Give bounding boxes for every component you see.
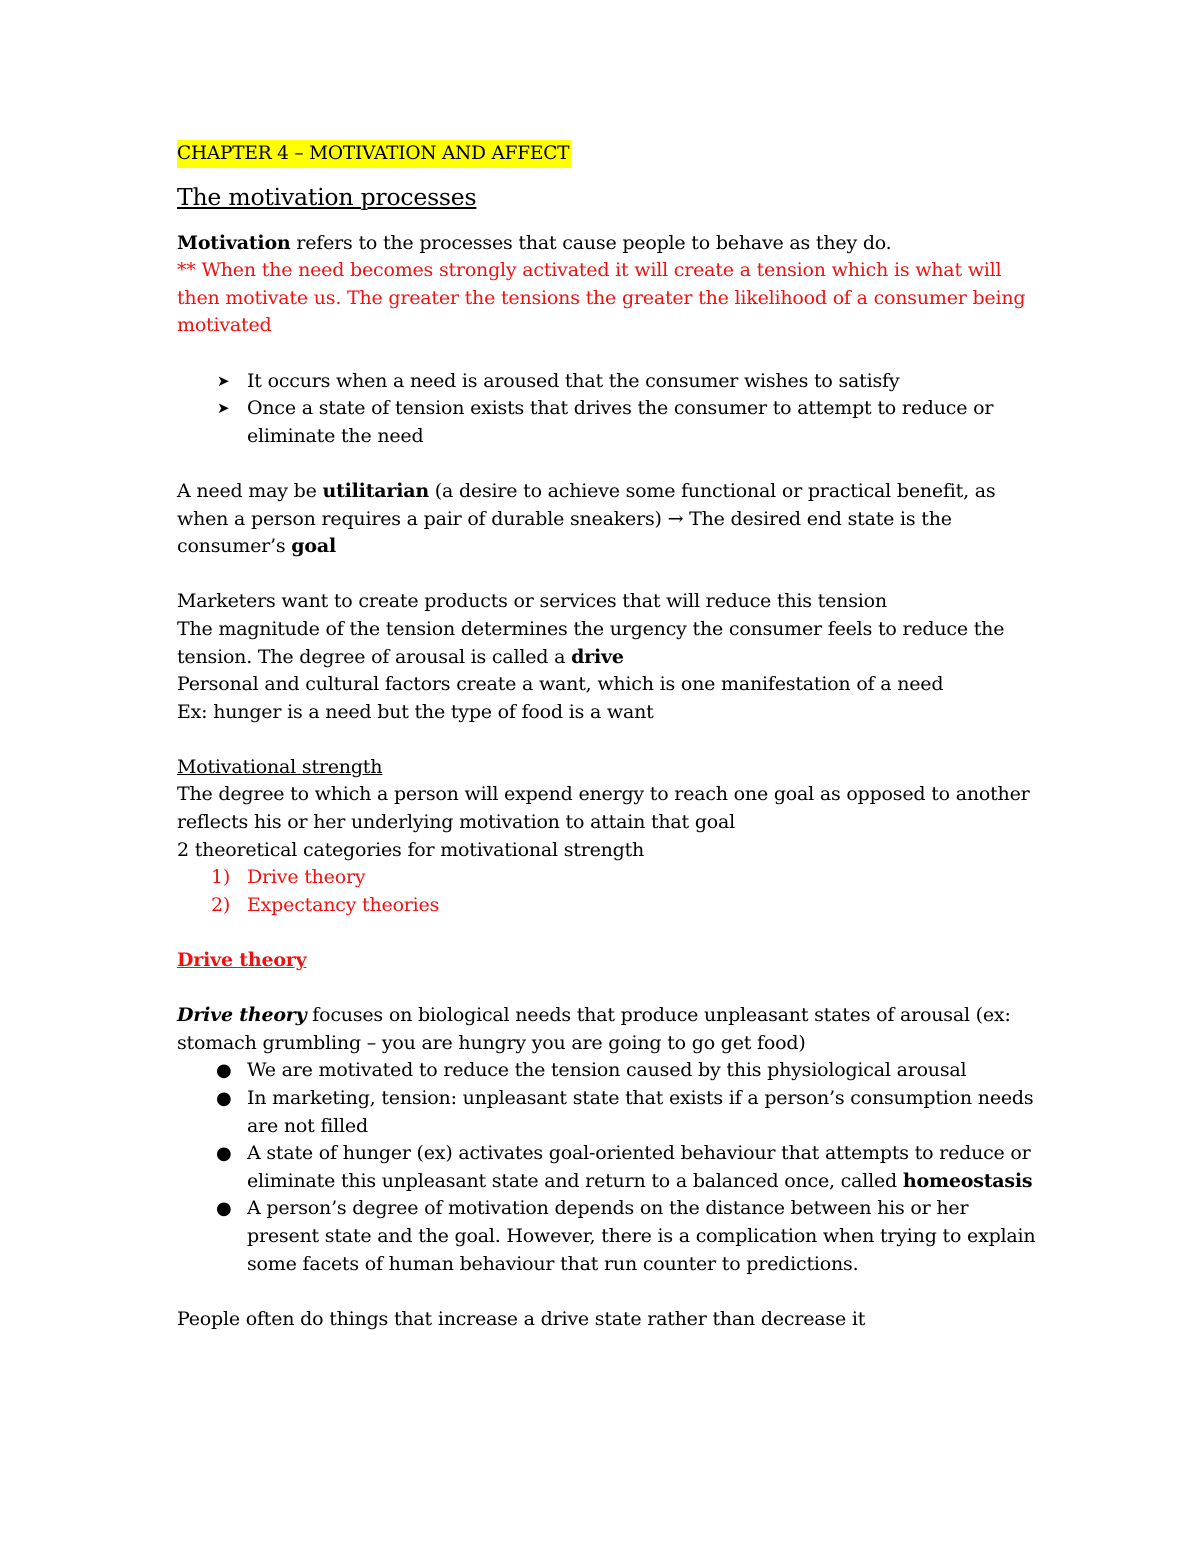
need-paragraph — [177, 478, 1037, 561]
bullet-icon: ● — [216, 1060, 232, 1082]
list-item-text: Once a state of tension exists that drives the consumer to attempt to reduce or eliminate the need — [247, 397, 994, 447]
list-item — [177, 864, 1037, 892]
motivational-strength-heading: Motivational strength — [177, 755, 383, 778]
motivational-strength-text: The degree to which a person will expend energy to reach one goal as opposed to another reflects his or her underlying motivation to attain that goal — [177, 783, 1030, 834]
document-page — [177, 140, 1037, 1333]
chapter-title: CHAPTER 4 – MOTIVATION AND AFFECT — [177, 140, 571, 168]
drive-theory-intro — [177, 1002, 1037, 1057]
bullet-icon: ● — [216, 1198, 232, 1220]
list-number: 2) — [211, 893, 231, 916]
bullet-icon: ● — [216, 1143, 232, 1165]
utilitarian-term: utilitarian — [322, 479, 429, 502]
need-mid: (a desire to achieve some functional or practical benefit, as when a person requires a pair of durable sneakers) — [177, 479, 996, 530]
motivation-definition-text: refers to the processes that cause people to behave as they do. — [290, 231, 892, 254]
need-post: The desired end state is the consumer’s — [177, 507, 952, 558]
arrow-bullet-icon: ➤ — [217, 371, 230, 390]
arrow-list — [177, 368, 1037, 451]
marketers-line-2-text: The magnitude of the tension determines the urgency the consumer feels to reduce the tension. The degree of arousal is called a — [177, 617, 1005, 668]
drive-theory-heading: Drive theory — [177, 949, 307, 972]
arrow-bullet-icon: ➤ — [217, 399, 230, 418]
list-item — [177, 892, 1037, 920]
bullet-icon: ● — [216, 1088, 232, 1109]
section-title: The motivation processes — [177, 182, 477, 211]
list-item — [177, 1057, 1037, 1085]
list-item — [177, 1085, 1037, 1140]
marketers-line-2 — [177, 616, 1037, 671]
homeostasis-term: homeostasis — [902, 1169, 1033, 1192]
list-item — [177, 368, 1037, 396]
drive-theory-term: Drive theory — [177, 1004, 307, 1027]
list-item-text: It occurs when a need is aroused that the consumer wishes to satisfy — [247, 369, 900, 392]
need-pre: A need may be — [177, 479, 323, 502]
marketers-line-4: Ex: hunger is a need but the type of food is a want — [177, 700, 654, 723]
chapter-heading — [177, 140, 1037, 168]
list-item-text: A state of hunger (ex) activates goal-oriented behaviour that attempts to reduce or eliminate this unpleasant state and return to a balanced once, called — [247, 1142, 1031, 1192]
goal-term: goal — [291, 535, 336, 558]
list-item — [177, 395, 1037, 450]
list-item-text: We are motivated to reduce the tension caused by this physiological arousal — [247, 1059, 967, 1082]
list-item-text: Expectancy theories — [247, 893, 440, 916]
categories-intro: 2 theoretical categories for motivational strength — [177, 838, 645, 861]
drive-theory-bullets — [177, 1057, 1037, 1278]
right-arrow-icon: → — [667, 507, 684, 530]
marketers-line-1: Marketers want to create products or services that will reduce this tension — [177, 590, 887, 613]
closing-line: People often do things that increase a drive state rather than decrease it — [177, 1307, 866, 1330]
motivation-note: ** When the need becomes strongly activated it will create a tension which is what will then motivate us. The greater the tensions the greater the likelihood of a consumer being motivated — [177, 259, 1026, 337]
list-item-text: A person’s degree of motivation depends on the distance between his or her present state and the goal. However, there is a complication when trying to explain some facets of human behaviour that run counter to predictions. — [247, 1197, 1036, 1275]
list-item-text: In marketing, tension: unpleasant state that exists if a person’s consumption needs are not filled — [247, 1087, 1034, 1137]
drive-term: drive — [571, 645, 624, 668]
categories-list — [177, 864, 1037, 919]
list-item — [177, 1195, 1037, 1278]
marketers-line-3: Personal and cultural factors create a want, which is one manifestation of a need — [177, 673, 944, 696]
list-item — [177, 1140, 1037, 1195]
drive-theory-intro-text: focuses on biological needs that produce unpleasant states of arousal (ex: stomach grumbling – you are hungry you are going to go get food) — [177, 1004, 1011, 1054]
list-number: 1) — [211, 866, 231, 889]
motivation-term: Motivation — [177, 231, 291, 254]
list-item-text: Drive theory — [247, 866, 366, 889]
motivation-definition — [177, 230, 1037, 258]
